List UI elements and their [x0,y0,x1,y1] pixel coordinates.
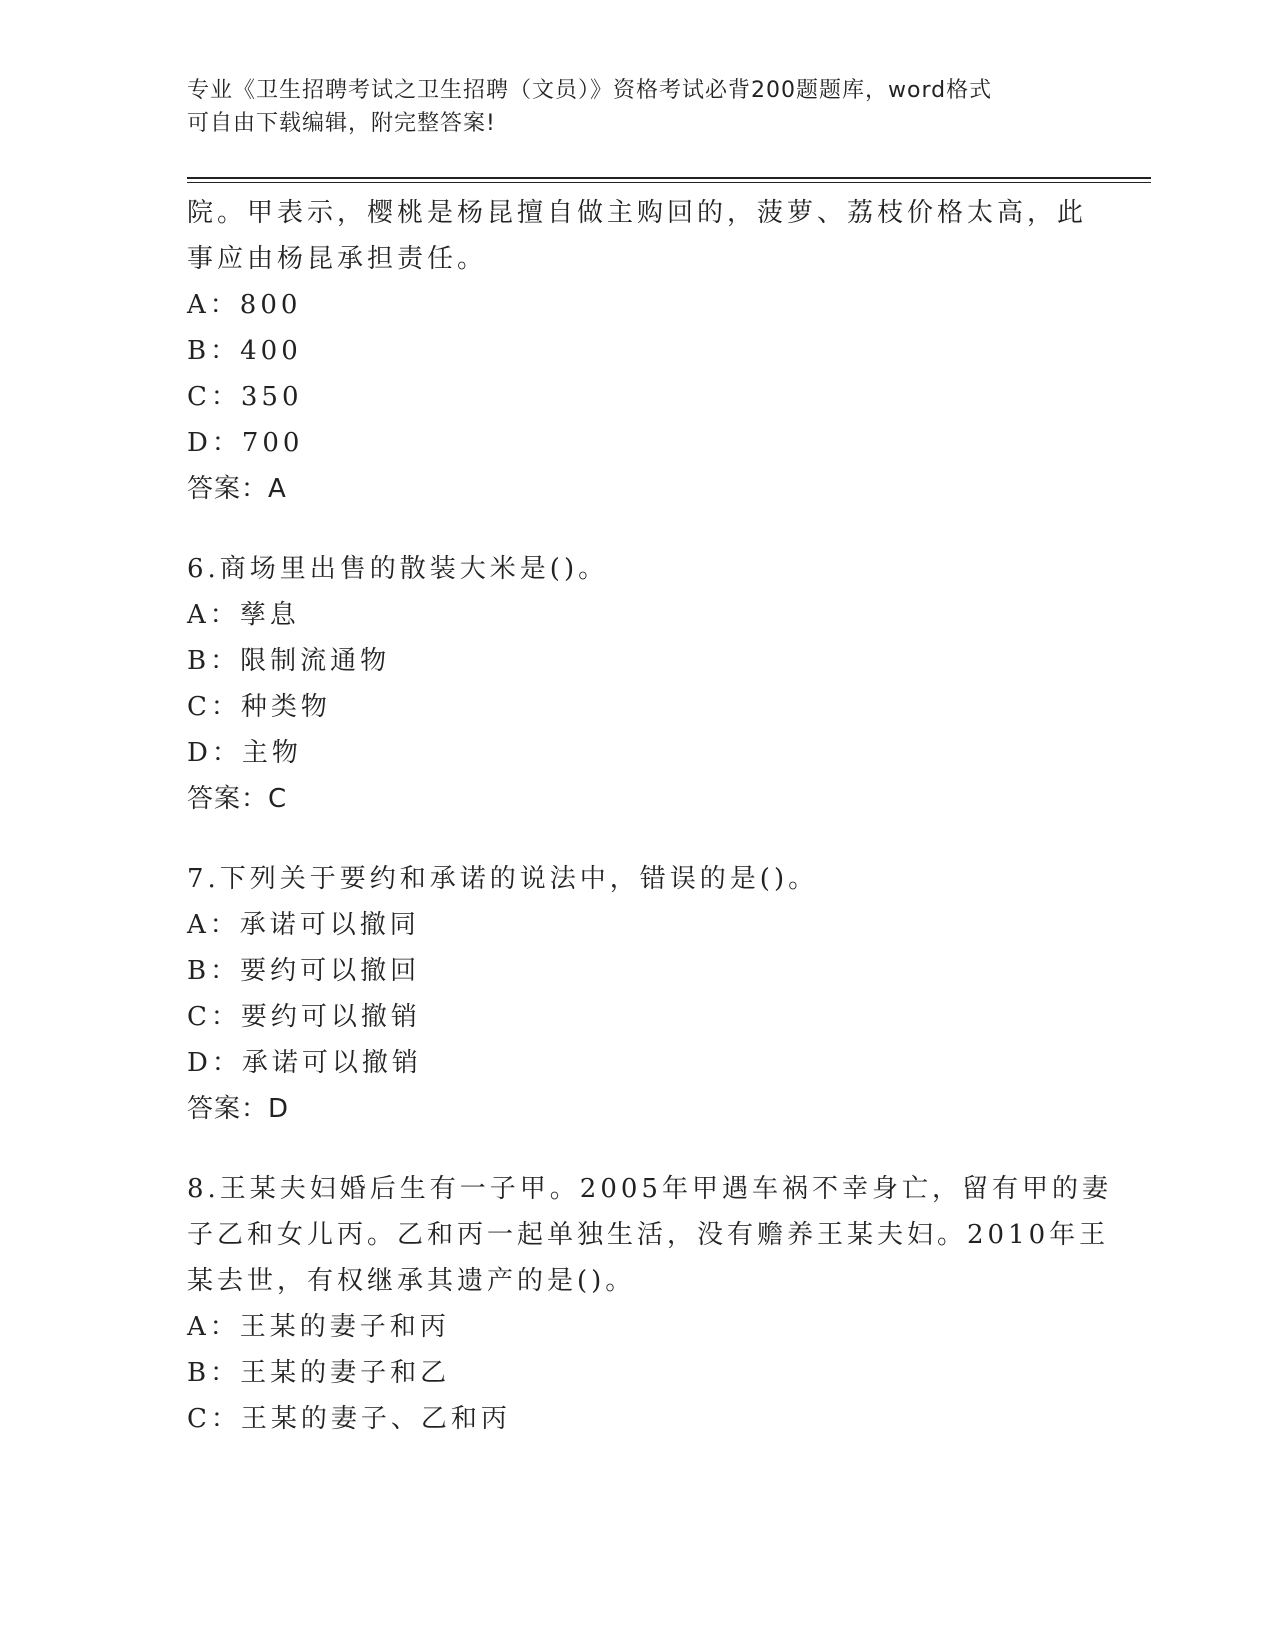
question-stem-line: 8.王某夫妇婚后生有一子甲。2005年甲遇车祸不幸身亡，留有甲的妻 [187,1174,1112,1204]
question-spacer [187,1132,1087,1166]
option-c: C：种类物 [187,692,331,722]
option-a: A：王某的妻子和丙 [187,1312,450,1342]
question-stem-line: 子乙和女儿丙。乙和丙一起单独生活，没有赡养王某夫妇。2010年王 [187,1220,1110,1250]
header-divider-thick [187,177,1151,179]
answer-line: 答案：D [187,1094,290,1124]
question-stem-line: 某去世，有权继承其遗产的是()。 [187,1266,636,1296]
question-6 [187,546,1087,822]
option-b: B：限制流通物 [187,646,391,676]
header-title-line-1: 专业《卫生招聘考试之卫生招聘（文员）》资格考试必背200题题库，word格式 [187,78,993,103]
question-stem-line: 院。甲表示，樱桃是杨昆擅自做主购回的，菠萝、荔枝价格太高，此 [187,198,1088,228]
option-b: B：要约可以撤回 [187,956,421,986]
option-d: D：700 [187,428,304,458]
answer-line: 答案：C [187,784,288,814]
question-spacer [187,822,1087,856]
option-b: B：400 [187,336,302,366]
option-d: D：主物 [187,738,302,768]
question-spacer [187,512,1087,546]
header-divider-thin [187,182,1151,183]
option-b: B：王某的妻子和乙 [187,1358,451,1388]
option-a: A：孳息 [187,600,300,630]
option-d: D：承诺可以撤销 [187,1048,422,1078]
option-a: A：承诺可以撤同 [187,910,420,940]
option-c: C：要约可以撤销 [187,1002,421,1032]
question-stem-line: 事应由杨昆承担责任。 [187,244,488,274]
question-8 [187,1166,1112,1442]
option-c: C：王某的妻子、乙和丙 [187,1404,511,1434]
option-c: C：350 [187,382,303,412]
header-title-line-2: 可自由下载编辑，附完整答案! [187,111,496,136]
question-content [187,190,1112,1442]
option-a: A：800 [187,290,302,320]
document-header [187,74,1067,140]
answer-line: 答案：A [187,474,287,504]
question-stem-line: 7.下列关于要约和承诺的说法中，错误的是()。 [187,864,819,894]
question-stem-line: 6.商场里出售的散装大米是()。 [187,554,609,584]
question-7 [187,856,1087,1132]
question-5-continuation [187,190,1087,512]
